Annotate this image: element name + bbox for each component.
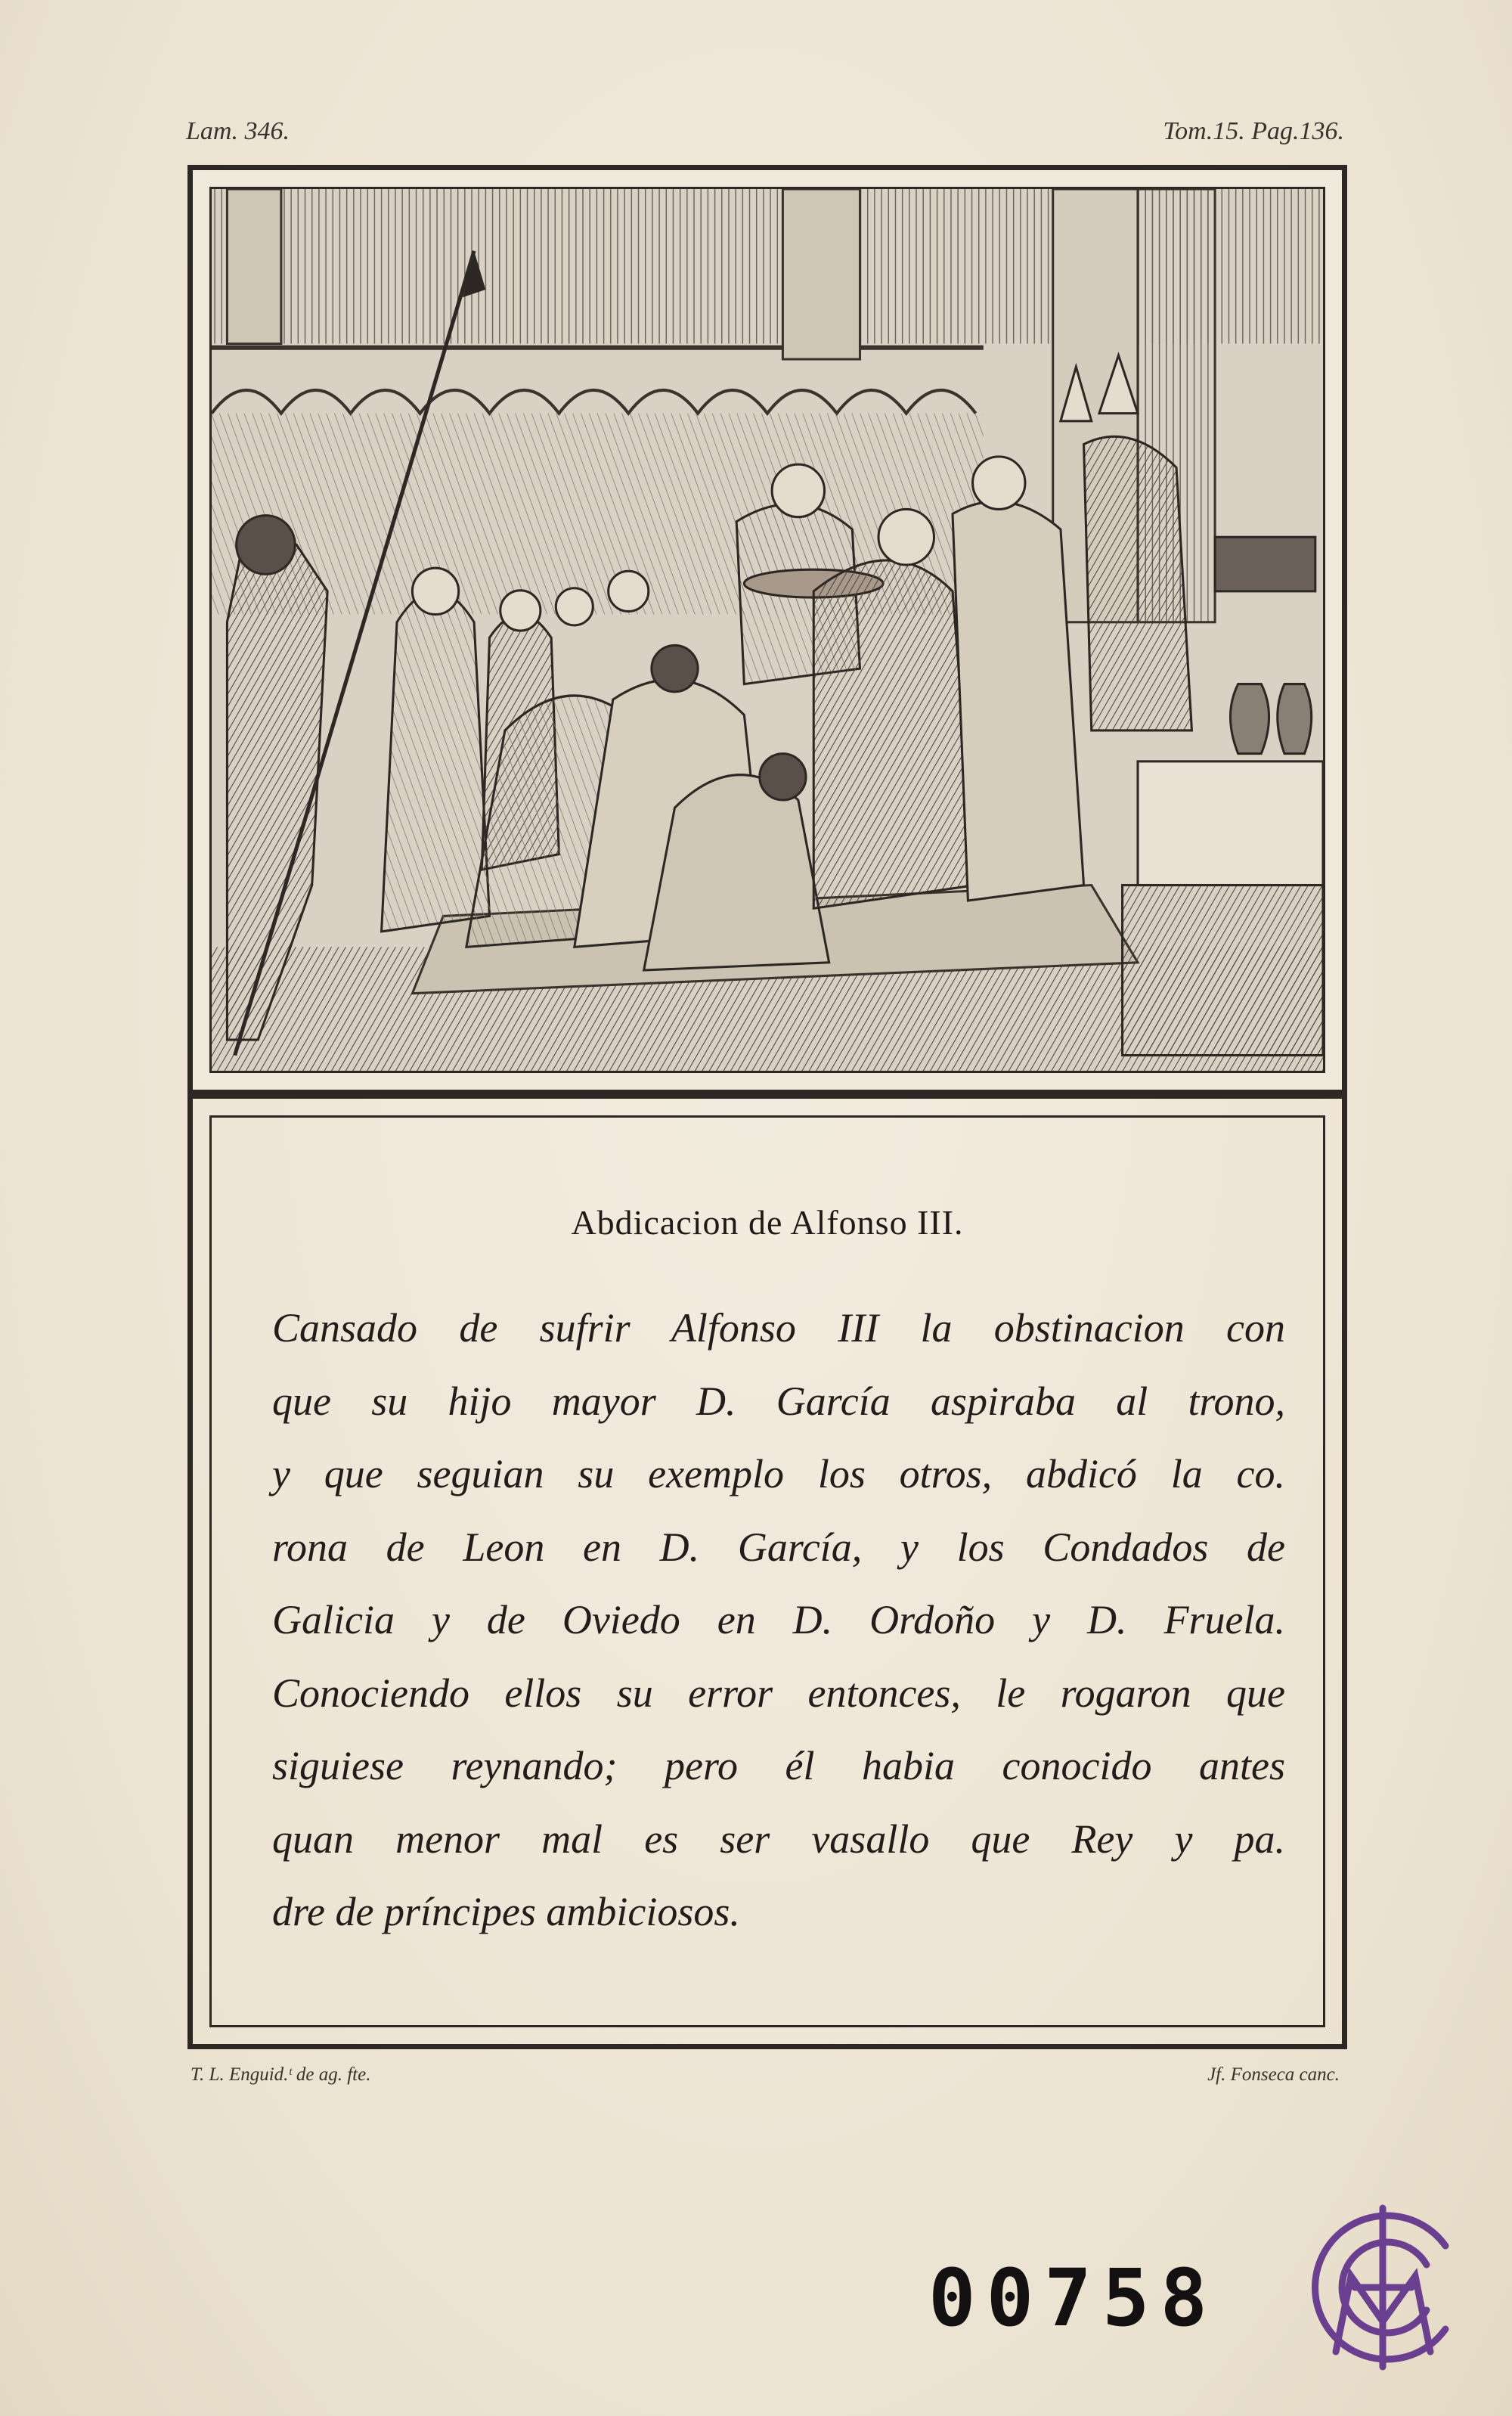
caption-line: que su hijo mayor D. García aspiraba al trono,	[272, 1378, 1285, 1424]
draughtsman-credit: T. L. Enguid.ᵗ de ag. fte.	[191, 2064, 371, 2085]
engraving-scene	[212, 189, 1323, 1071]
caption-line: rona de Leon en D. García, y los Condados de	[272, 1524, 1285, 1570]
caption-line: y que seguian su exemplo los otros, abdicó la co.	[272, 1451, 1285, 1496]
caption-line: siguiese reynando; pero él habia conocido antes	[272, 1743, 1285, 1788]
caption-frame	[187, 1095, 1347, 2049]
column-left	[227, 189, 280, 344]
engraving-illustration	[209, 187, 1325, 1073]
chalice	[1231, 684, 1269, 754]
caption-line: Cansado de sufrir Alfonso III la obstinacion con	[272, 1305, 1285, 1351]
caption-box	[209, 1115, 1325, 2027]
volume-page-reference: Tom.15. Pag.136.	[1163, 117, 1344, 145]
caption-body	[272, 1292, 1285, 1949]
book-lectern	[1215, 537, 1315, 591]
plate-number: Lam. 346.	[186, 117, 290, 145]
illustration-frame	[187, 165, 1347, 1095]
inventory-number: 00758	[928, 2252, 1219, 2344]
column-center	[782, 189, 860, 359]
caption-title: Abdicacion de Alfonso III.	[571, 1203, 964, 1242]
caption-line: dre de príncipes ambiciosos.	[272, 1889, 740, 1934]
caption-line: quan menor mal es ser vasallo que Rey y pa.	[272, 1816, 1285, 1862]
caption-line: Galicia y de Oviedo en D. Ordoño y D. Fruela.	[272, 1597, 1285, 1642]
caption-line: Conociendo ellos su error entonces, le rogaron que	[272, 1670, 1285, 1716]
engraver-credit: Jf. Fonseca canc.	[1207, 2064, 1340, 2085]
ewer	[1278, 684, 1312, 754]
collection-stamp-icon	[1294, 2193, 1472, 2382]
